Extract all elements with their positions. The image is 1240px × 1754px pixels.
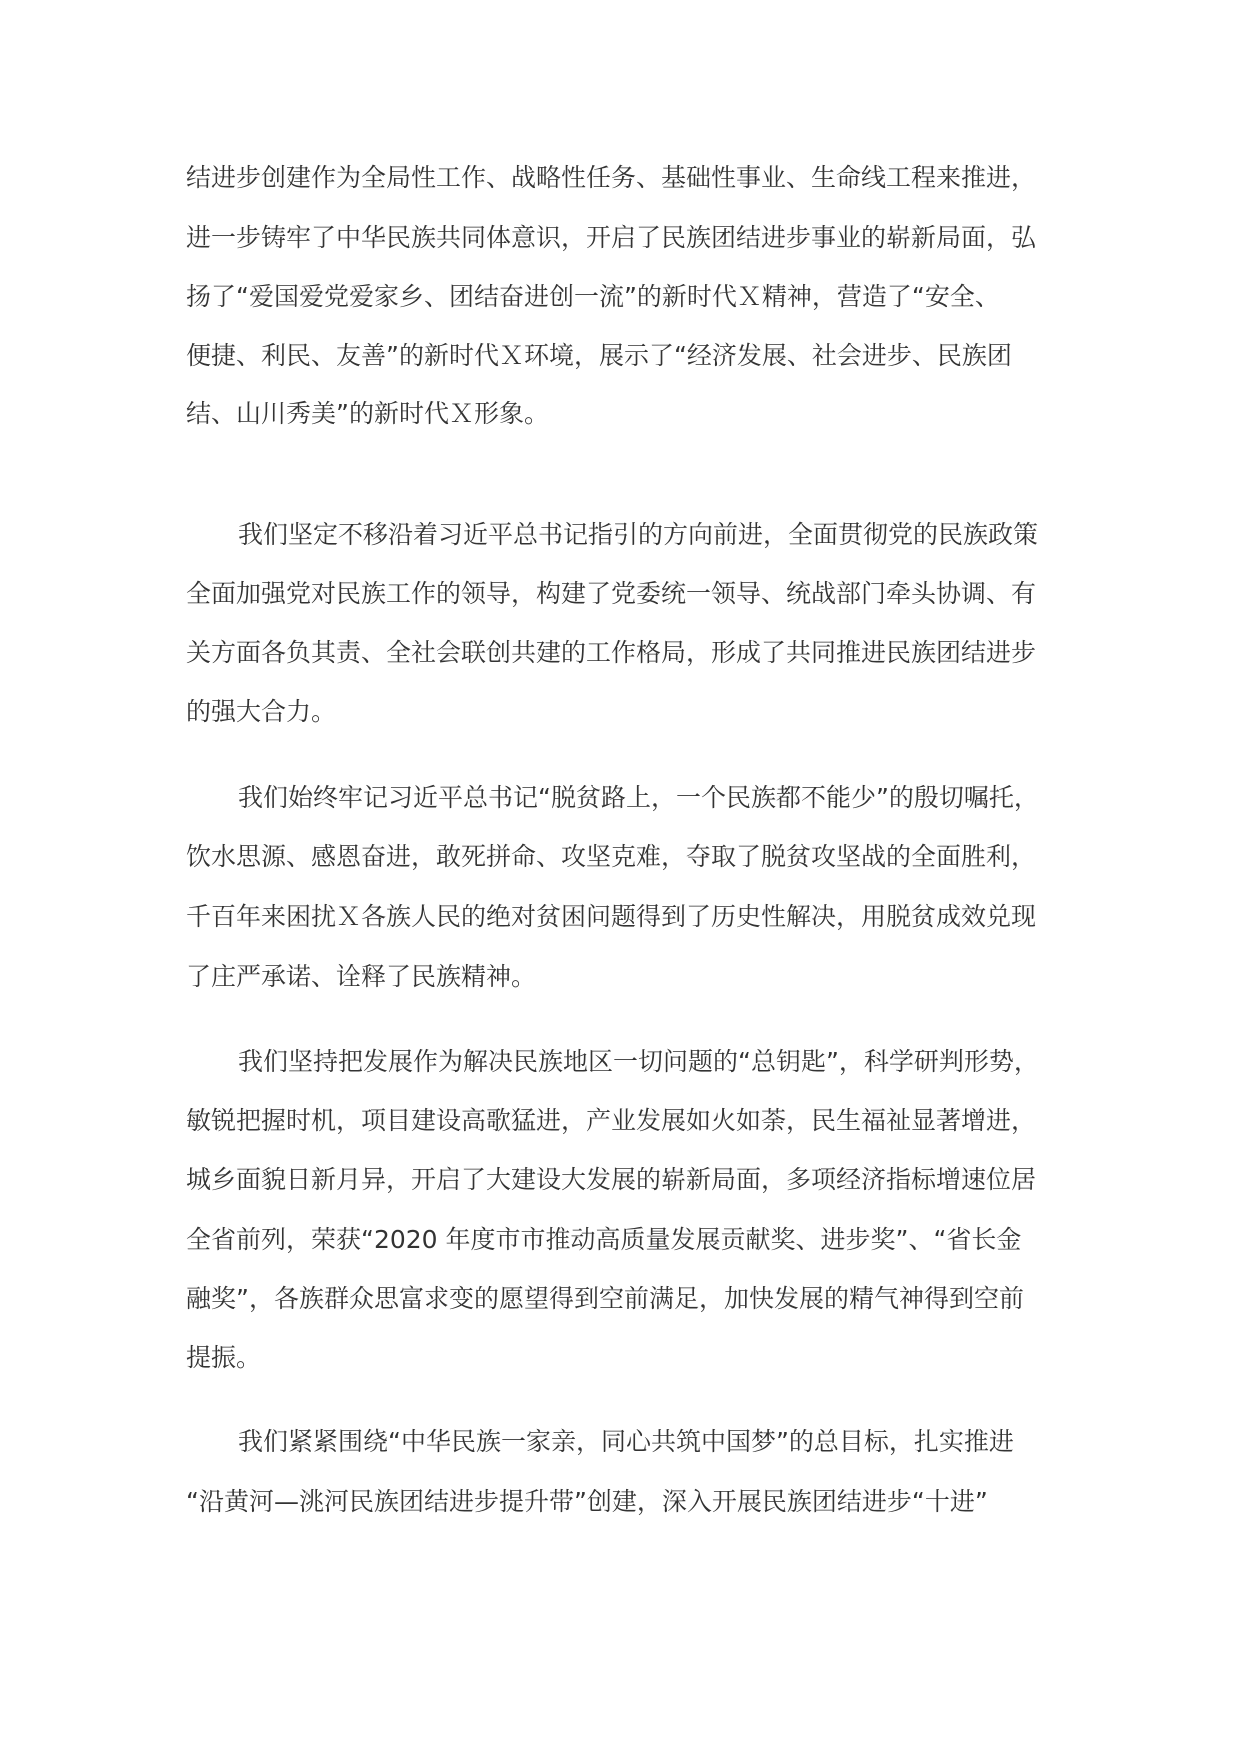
paragraph-first-line: 我们坚持把发展作为解决民族地区一切问题的“总钥匙”，科学研判形势， <box>238 1047 1039 1076</box>
text-line: 千百年来困扰Ｘ各族人民的绝对贫困问题得到了历史性解决，用脱贫成效兑现 <box>186 902 1037 931</box>
text-line: 敏锐把握时机，项目建设高歌猛进，产业发展如火如荼，民生福祉显著增进， <box>186 1106 1037 1135</box>
text-line: 全面加强党对民族工作的领导，构建了党委统一领导、统战部门牵头协调、有 <box>186 579 1037 608</box>
text-line: 进一步铸牢了中华民族共同体意识，开启了民族团结进步事业的崭新局面，弘 <box>186 223 1037 252</box>
text-line: 城乡面貌日新月异，开启了大建设大发展的崭新局面，多项经济指标增速位居 <box>186 1165 1037 1194</box>
text-line: 便捷、利民、友善”的新时代Ｘ环境，展示了“经济发展、社会进步、民族团 <box>186 341 1012 370</box>
paragraph-first-line: 我们紧紧围绕“中华民族一家亲，同心共筑中国梦”的总目标，扎实推进 <box>238 1427 1014 1456</box>
text-line: 全省前列，荣获“2020 年度市市推动高质量发展贡献奖、进步奖”、“省长金 <box>186 1225 1022 1254</box>
text-line: 的强大合力。 <box>186 697 337 726</box>
text-line: 融奖”，各族群众思富求变的愿望得到空前满足，加快发展的精气神得到空前 <box>186 1284 1024 1313</box>
text-line: 结、山川秀美”的新时代Ｘ形象。 <box>186 399 549 428</box>
text-line: 结进步创建作为全局性工作、战略性任务、基础性事业、生命线工程来推进， <box>186 163 1037 192</box>
text-line: 了庄严承诺、诠释了民族精神。 <box>186 962 537 991</box>
text-line: 关方面各负其责、全社会联创共建的工作格局，形成了共同推进民族团结进步 <box>186 638 1037 667</box>
text-line: 扬了“爱国爱党爱家乡、团结奋进创一流”的新时代Ｘ精神，营造了“安全、 <box>186 282 1000 311</box>
text-line: “沿黄河—洮河民族团结进步提升带”创建，深入开展民族团结进步“十进” <box>186 1487 988 1516</box>
paragraph-first-line: 我们坚定不移沿着习近平总书记指引的方向前进，全面贯彻党的民族政策 <box>238 520 1039 549</box>
text-line: 饮水思源、感恩奋进，敢死拼命、攻坚克难，夺取了脱贫攻坚战的全面胜利， <box>186 842 1037 871</box>
paragraph-first-line: 我们始终牢记习近平总书记“脱贫路上，一个民族都不能少”的殷切嘱托， <box>238 783 1039 812</box>
text-line: 提振。 <box>186 1343 262 1372</box>
